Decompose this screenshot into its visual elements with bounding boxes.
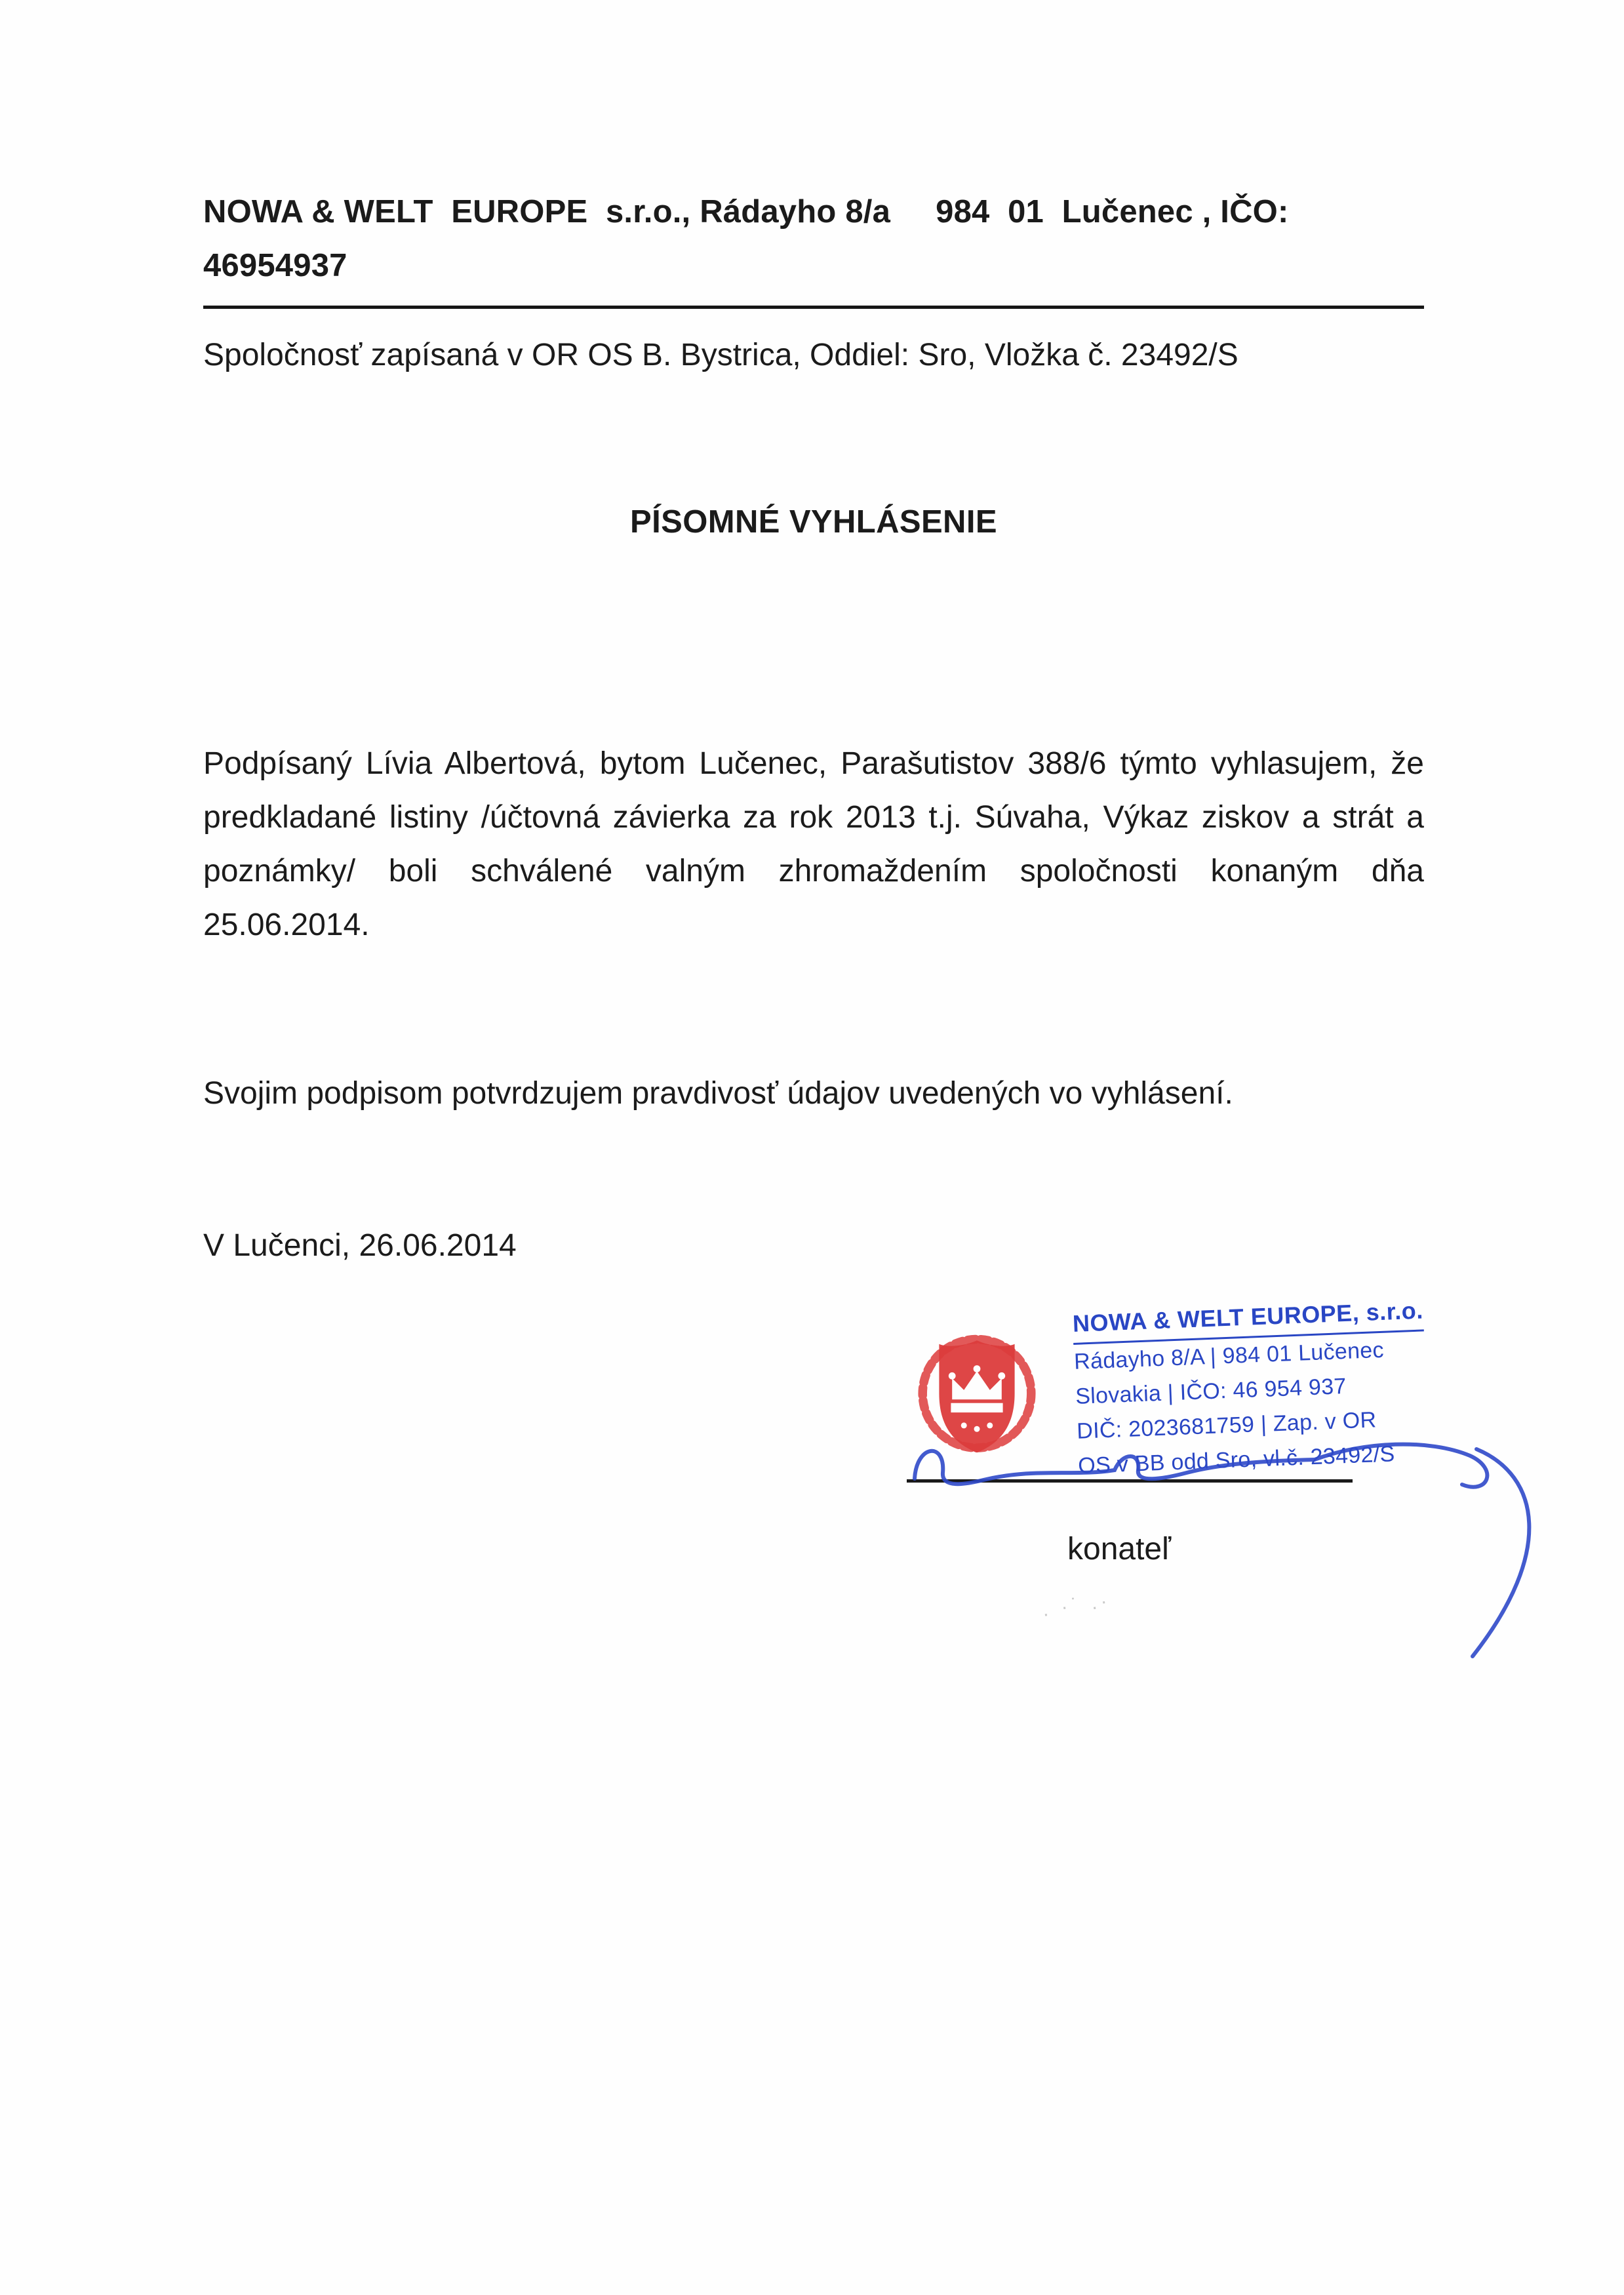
declaration-paragraph: Podpísaný Lívia Albertová, bytom Lučenec, Parašutistov 388/6 týmto vyhlasujem, že predkladané listiny /účtovná závierka za rok 2013 t.j. Súvaha, Výkaz ziskov a strát a poznámky/ boli schválené valným zhromaždením spoločnosti konaným dňa 25.06.2014. xyxy=(203,746,1424,942)
stamp-text-block xyxy=(1072,1292,1429,1483)
role-label: konateľ xyxy=(1067,1532,1172,1567)
stamp-dic-line: DIČ: 2023681759 | Zap. v OR xyxy=(1076,1407,1377,1444)
pencil-smudge: . ·˙ .· xyxy=(1040,1589,1113,1621)
stamp-company-name: NOWA & WELT EUROPE, s.r.o. xyxy=(1072,1292,1424,1344)
document-content xyxy=(203,185,1424,1273)
header-divider xyxy=(203,306,1424,309)
stamp-court-line: OS v BB odd Sro, vl.č. 23492/S xyxy=(1077,1441,1396,1479)
stamp-address-line: Rádayho 8/A | 984 01 Lučenec xyxy=(1073,1337,1385,1374)
company-header xyxy=(203,185,1424,292)
confirmation-paragraph: Svojim podpisom potvrdzujem pravdivosť údajov uvedených vo vyhlásení. xyxy=(203,1076,1233,1111)
company-header-line2: 46954937 xyxy=(203,248,347,283)
document-title: PÍSOMNÉ VYHLÁSENIE xyxy=(630,504,997,540)
crown-emblem-icon xyxy=(918,1315,1036,1469)
stamp-ico-line: Slovakia | IČO: 46 954 937 xyxy=(1075,1374,1347,1409)
registration-line: Spoločnosť zapísaná v OR OS B. Bystrica, Oddiel: Sro, Vložka č. 23492/S xyxy=(203,338,1238,372)
place-date-line: V Lučenci, 26.06.2014 xyxy=(203,1228,517,1263)
company-header-line1: NOWA & WELT EUROPE s.r.o., Rádayho 8/a 984 01 Lučenec , IČO: xyxy=(203,194,1289,230)
signature-line xyxy=(907,1479,1353,1483)
company-stamp xyxy=(905,1284,1587,1704)
